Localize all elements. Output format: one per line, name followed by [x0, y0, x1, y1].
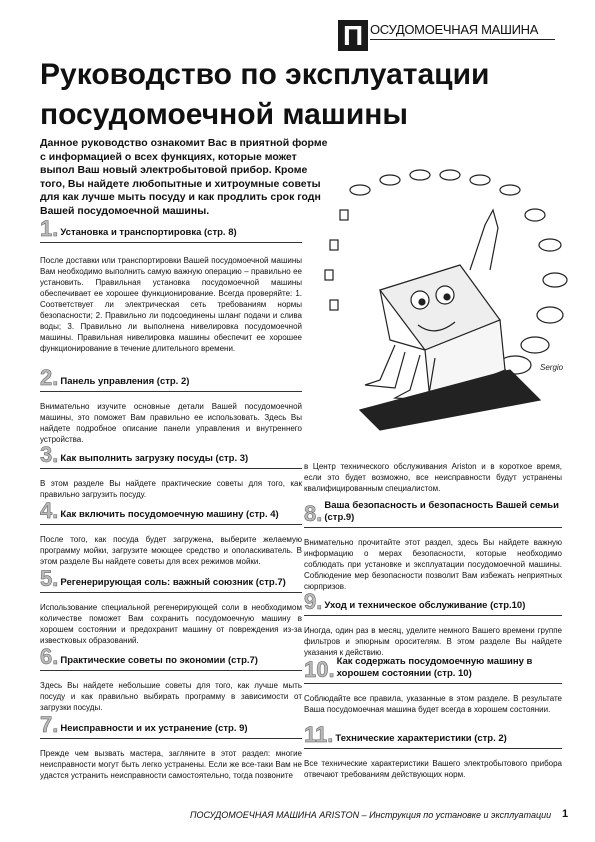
section-10-heading	[304, 656, 562, 684]
section-5-number: 5.	[40, 566, 59, 591]
section-4-text: После того, как посуда будет загружена, выберите желаемую программу мойки, загрузите моющее средство и ополаскиватель. В этом разделе Вы найдете советы для всех режимов мойки.	[40, 535, 302, 566]
section-2-heading	[40, 367, 302, 392]
section-3-heading	[40, 444, 302, 469]
footer-text: ПОСУДОМОЕЧНАЯ МАШИНА ARISTON – Инструкция по установке и эксплуатации	[190, 810, 552, 820]
section-11-number: 11.	[304, 722, 334, 747]
section-3-number: 3.	[40, 442, 59, 467]
dishwasher-cartoon-illustration	[300, 140, 575, 440]
section-8-heading	[304, 500, 562, 528]
section-7-number: 7.	[40, 712, 59, 737]
section-7-title: Неисправности и их устранение (стр. 9)	[60, 723, 248, 734]
section-7-text: Прежде чем вызвать мастера, загляните в этот раздел: многие неисправности могут быть легко устранены. Если же все-таки Вам не удастся устранить неисправности самостоятельно, тогда позвоните	[40, 749, 302, 780]
section-8	[304, 500, 562, 592]
section-1-title: Установка и транспортировка (стр. 8)	[60, 227, 237, 238]
section-1	[40, 218, 302, 354]
page-number: 1	[562, 808, 569, 820]
section-2-number: 2.	[40, 365, 59, 390]
header-title: ОСУДОМОЕЧНАЯ МАШИНА	[370, 22, 539, 37]
section-11-text: Все технические характеристики Вашего электробытового прибора отвечают требованиям действующих норм.	[304, 759, 562, 779]
section-2-text: Внимательно изучите основные детали Вашей посудомоечной машины, это поможет Вам правильно ее использовать. Здесь Вы найдете подробное описание панели управления и внутреннего устройства.	[40, 402, 302, 444]
section-2-title: Панель управления (стр. 2)	[60, 376, 190, 387]
section-10-text: Соблюдайте все правила, указанные в этом разделе. В результате Ваша посудомоечная машина будет всегда в хорошем состоянии.	[304, 694, 562, 714]
section-6-heading	[40, 646, 302, 671]
section-8-text: Внимательно прочитайте этот раздел, здесь Вы найдете важную информацию о мерах безопасности, которые необходимо соблюдать при установке и эксплуатации посудомоечной машины. Соблюдение мер безопасности позволит Вам избежать неприятных сюрпризов.	[304, 538, 562, 591]
section-2	[40, 367, 302, 445]
section-1-text: После доставки или транспортировки Вашей посудомоечной машины Вам необходимо выполнить самую важную операцию – правильно ее установить. Правильная установка посудомоечной машины обеспечивает ее хорошее функционирование. Всегда проверяйте: 1. Соответствует ли электрическая сеть требованиям нормы безопасности; 2. Правильно ли подсоединены шланг подачи и слива воды; 3. Правильно ли выполнена нивелировка посудомоечной машины. Правильная нивелировка машины обеспечит ее хорошее функционирование в течение длительного времени.	[40, 256, 302, 353]
header-badge: П	[338, 20, 368, 51]
section-11-title: Технические характеристики (стр. 2)	[335, 733, 507, 744]
illustration-signature: Sergio	[540, 363, 564, 372]
section-8-number: 8.	[304, 501, 323, 526]
section-5-heading	[40, 568, 302, 593]
section-6-text: Здесь Вы найдете небольшие советы для того, как лучше мыть посуду и как правильно выбирать программу в зависимости от загрузки посуды.	[40, 681, 302, 712]
section-6	[40, 646, 302, 713]
section-10-title: Как содержать посудомоечную машину в хорошем состоянии (стр. 10)	[336, 656, 533, 679]
section-9-heading	[304, 591, 562, 616]
section-4-number: 4.	[40, 498, 59, 523]
section-7	[40, 714, 302, 781]
section-5-text: Использование специальной регенерирующей соли в необходимом количестве поможет Вам сохранить посудомоечную машину в хорошем состоянии и предохранит машину от повреждения из-за известковых образований.	[40, 603, 302, 645]
section-9-text: Иногда, один раз в месяц, уделите немного Вашего времени группе фильтров и эпюрным оросителям. В этом разделе Вы найдете указания к действию.	[304, 626, 562, 657]
section-5-title: Регенерирующая соль: важный союзник (стр.7)	[60, 577, 286, 588]
section-3-text: В этом разделе Вы найдете практические советы для того, как правильно загрузить посуду.	[40, 479, 302, 499]
section-9-number: 9.	[304, 589, 323, 614]
section-3	[40, 444, 302, 500]
section-6-number: 6.	[40, 644, 59, 669]
section-6-title: Практические советы по экономии (стр.7)	[60, 655, 258, 666]
section-10	[304, 656, 562, 715]
section-10-number: 10.	[304, 657, 335, 682]
section-4-title: Как включить посудомоечную машину (стр. 4)	[60, 509, 279, 520]
section-8-title: Ваша безопасность и безопасность Вашей семьи (стр.9)	[324, 500, 559, 523]
section-9-title: Уход и техническое обслуживание (стр.10)	[324, 600, 526, 611]
page-title: Руководство по эксплуатации посудомоечной машины	[40, 58, 490, 131]
section-7-heading	[40, 714, 302, 739]
section-4-heading	[40, 500, 302, 525]
section-4	[40, 500, 302, 567]
section-11	[304, 724, 562, 780]
section-9	[304, 591, 562, 658]
header-rule	[370, 39, 555, 40]
section-7-continuation: в Центр технического обслуживания Ariston и в короткое время, если это будет возможно, все неисправности будут устранены квалифицированным специалистом.	[304, 462, 562, 493]
section-1-number: 1.	[40, 216, 59, 241]
section-11-heading	[304, 724, 562, 749]
section-5	[40, 568, 302, 646]
section-3-title: Как выполнить загрузку посуды (стр. 3)	[60, 453, 249, 464]
section-1-heading	[40, 218, 302, 243]
intro-paragraph: Данное руководство ознакомит Вас в приятной форме с информацией о всех функциях, которые может выпол Ваш новый электробытовой прибор. Кроме того, Вы найдете любопытные и хитроумные советы для как лучше мыть посуду и как продлить срок годн Вашей посудомоечной машины.	[40, 137, 328, 217]
